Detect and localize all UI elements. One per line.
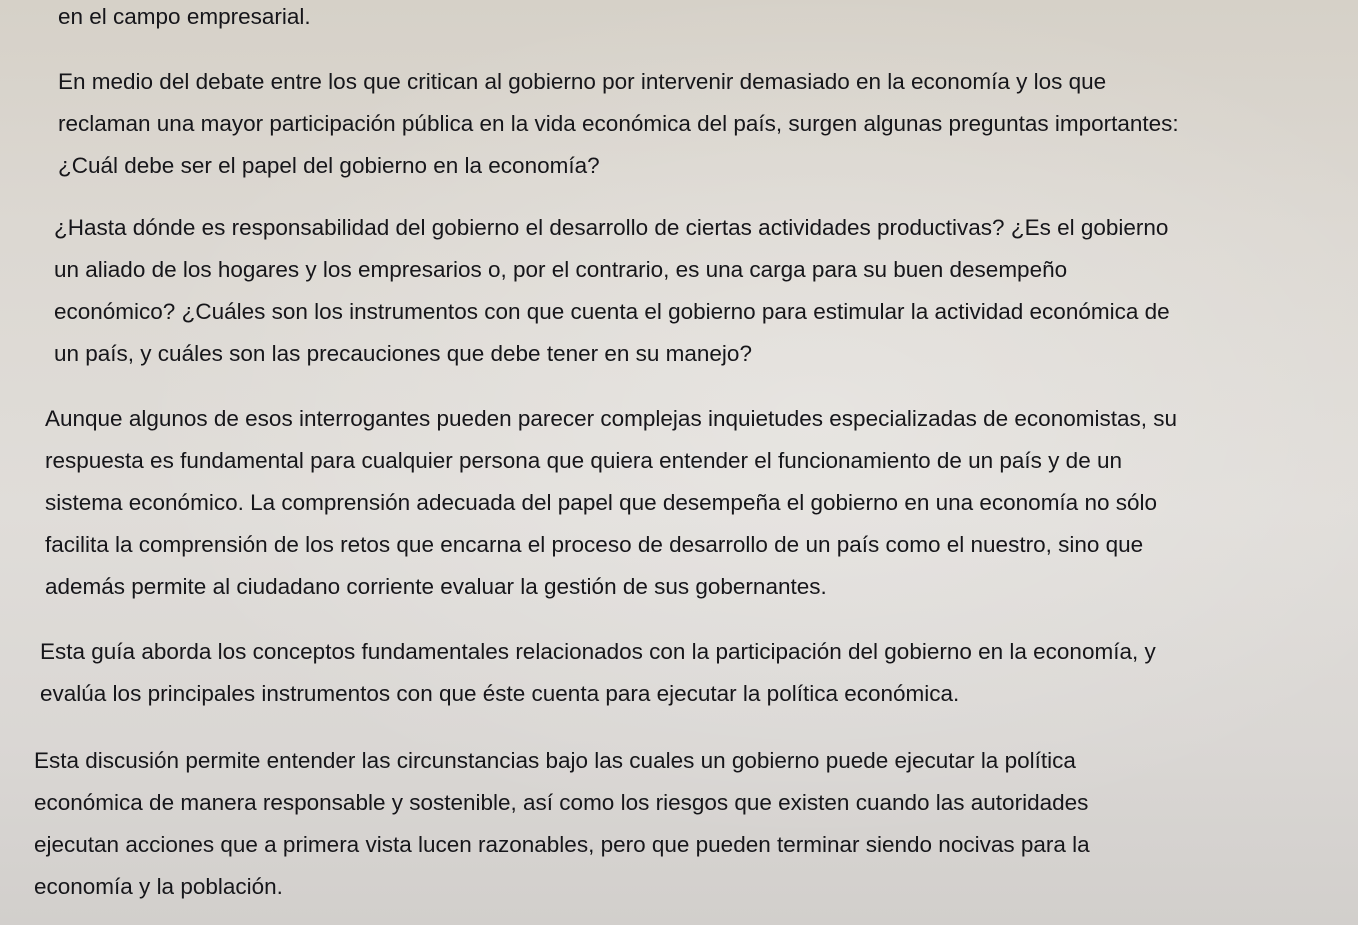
text-line: evalúa los principales instrumentos con que éste cuenta para ejecutar la política económica. — [40, 681, 960, 706]
text-line: economía y la población. — [34, 874, 283, 899]
paragraph-questions — [54, 207, 1170, 375]
paragraph-intro-fragment — [58, 0, 311, 38]
text-line: ¿Hasta dónde es responsabilidad del gobierno el desarrollo de ciertas actividades productivas? ¿Es el gobierno — [54, 215, 1169, 240]
text-line: reclaman una mayor participación pública en la vida económica del país, surgen algunas preguntas importantes: — [58, 111, 1179, 136]
paragraph-guide-scope — [40, 631, 1156, 715]
text-line: Esta discusión permite entender las circunstancias bajo las cuales un gobierno puede ejecutar la política — [34, 748, 1076, 773]
text-line: facilita la comprensión de los retos que encarna el proceso de desarrollo de un país como el nuestro, sino que — [45, 532, 1144, 557]
text-line: Esta guía aborda los conceptos fundamentales relacionados con la participación del gobierno en la economía, y — [40, 639, 1156, 664]
text-line: un aliado de los hogares y los empresarios o, por el contrario, es una carga para su buen desempeño — [54, 257, 1068, 282]
paragraph-debate — [58, 61, 1179, 187]
text-line: En medio del debate entre los que critican al gobierno por intervenir demasiado en la economía y los que — [58, 69, 1107, 94]
text-line: sistema económico. La comprensión adecuada del papel que desempeña el gobierno en una economía no sólo — [45, 490, 1158, 515]
text-line: ejecutan acciones que a primera vista lucen razonables, pero que pueden terminar siendo nocivas para la — [34, 832, 1090, 857]
text-line: económico? ¿Cuáles son los instrumentos con que cuenta el gobierno para estimular la actividad económica de — [54, 299, 1170, 324]
text-line: económica de manera responsable y sostenible, así como los riesgos que existen cuando las autoridades — [34, 790, 1089, 815]
text-line: un país, y cuáles son las precauciones que debe tener en su manejo? — [54, 341, 752, 366]
text-line: en el campo empresarial. — [58, 4, 311, 29]
text-line: respuesta es fundamental para cualquier persona que quiera entender el funcionamiento de un país y de un — [45, 448, 1122, 473]
text-line: ¿Cuál debe ser el papel del gobierno en la economía? — [58, 153, 600, 178]
text-line: además permite al ciudadano corriente evaluar la gestión de sus gobernantes. — [45, 574, 827, 599]
paragraph-discussion — [34, 740, 1090, 908]
text-line: Aunque algunos de esos interrogantes pueden parecer complejas inquietudes especializadas de economistas, su — [45, 406, 1177, 431]
paragraph-importance — [45, 398, 1177, 608]
